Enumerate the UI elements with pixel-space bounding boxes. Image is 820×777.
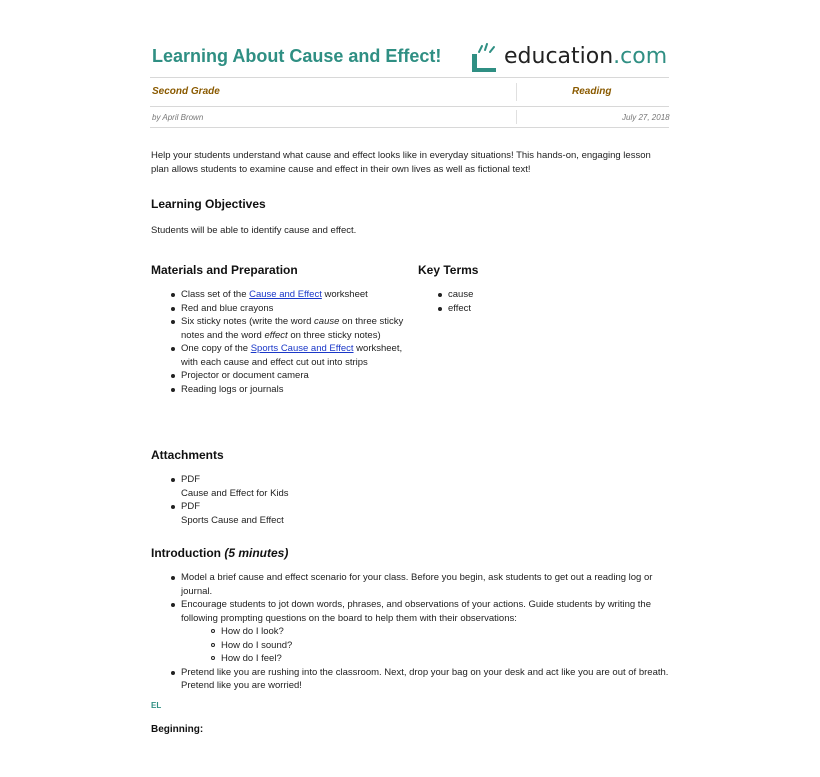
attachment-name[interactable]: Sports Cause and Effect	[181, 514, 284, 526]
attachments-list	[170, 473, 410, 527]
beginning-label: Beginning:	[151, 724, 204, 735]
author-label: by April Brown	[152, 113, 204, 122]
materials-list	[170, 288, 410, 396]
subject-label: Reading	[572, 86, 612, 97]
education-logo	[468, 42, 678, 76]
attachment-item[interactable]	[170, 473, 410, 500]
prompting-questions-list	[181, 625, 675, 666]
attachment-item[interactable]	[170, 500, 410, 527]
list-item: One copy of the Sports Cause and Effect worksheet, with each cause and effect cut out into strips	[170, 342, 410, 369]
objectives-text: Students will be able to identify cause and effect.	[151, 225, 357, 236]
logo-wordmark: education.com	[504, 44, 668, 69]
date-label: July 27, 2018	[622, 113, 670, 122]
attachment-name[interactable]: Cause and Effect for Kids	[181, 487, 289, 499]
list-item: Class set of the Cause and Effect worksheet	[170, 288, 410, 302]
objectives-heading: Learning Objectives	[151, 197, 266, 211]
list-item: Projector or document camera	[170, 369, 410, 383]
sub-list-item: How do I sound?	[211, 639, 675, 653]
meta-divider-2	[516, 110, 517, 124]
header-divider	[150, 77, 669, 78]
attachment-type: PDF	[181, 501, 200, 512]
attachments-heading: Attachments	[151, 448, 224, 462]
author-row-divider	[150, 127, 669, 128]
introduction-heading: Introduction (5 minutes)	[151, 546, 289, 560]
attachment-type: PDF	[181, 474, 200, 485]
grade-label: Second Grade	[152, 86, 220, 97]
key-terms-heading: Key Terms	[418, 263, 479, 277]
materials-heading: Materials and Preparation	[151, 263, 298, 277]
sub-list-item: How do I look?	[211, 625, 675, 639]
intro-paragraph: Help your students understand what cause and effect looks like in everyday situations! This hands-on, engaging lesson plan allows students to examine cause and effect in their own lives as well as fictional text!	[151, 150, 651, 175]
page-title: Learning About Cause and Effect!	[152, 46, 442, 66]
introduction-list	[170, 571, 675, 693]
list-item: Encourage students to jot down words, phrases, and observations of your actions. Guide students by writing the following prompting questions on the board to help them with their observations: How do I look? How do I sound? How do I feel?	[170, 598, 675, 666]
list-item: effect	[437, 302, 557, 316]
meta-row-divider	[150, 106, 669, 107]
list-item: Red and blue crayons	[170, 302, 410, 316]
meta-divider	[516, 83, 517, 101]
cause-effect-worksheet-link[interactable]: Cause and Effect	[249, 289, 322, 300]
el-tag: EL	[151, 701, 162, 710]
list-item: Model a brief cause and effect scenario for your class. Before you begin, ask students to get out a reading log or journal.	[170, 571, 675, 598]
key-terms-list	[437, 288, 557, 315]
book-icon	[468, 42, 502, 76]
list-item: cause	[437, 288, 557, 302]
list-item: Reading logs or journals	[170, 383, 410, 397]
list-item: Pretend like you are rushing into the classroom. Next, drop your bag on your desk and act like you are out of breath. Pretend like you are worried!	[170, 666, 675, 693]
sub-list-item: How do I feel?	[211, 652, 675, 666]
sports-cause-effect-link[interactable]: Sports Cause and Effect	[250, 343, 354, 354]
list-item: Six sticky notes (write the word cause on three sticky notes and the word effect on three sticky notes)	[170, 315, 410, 342]
